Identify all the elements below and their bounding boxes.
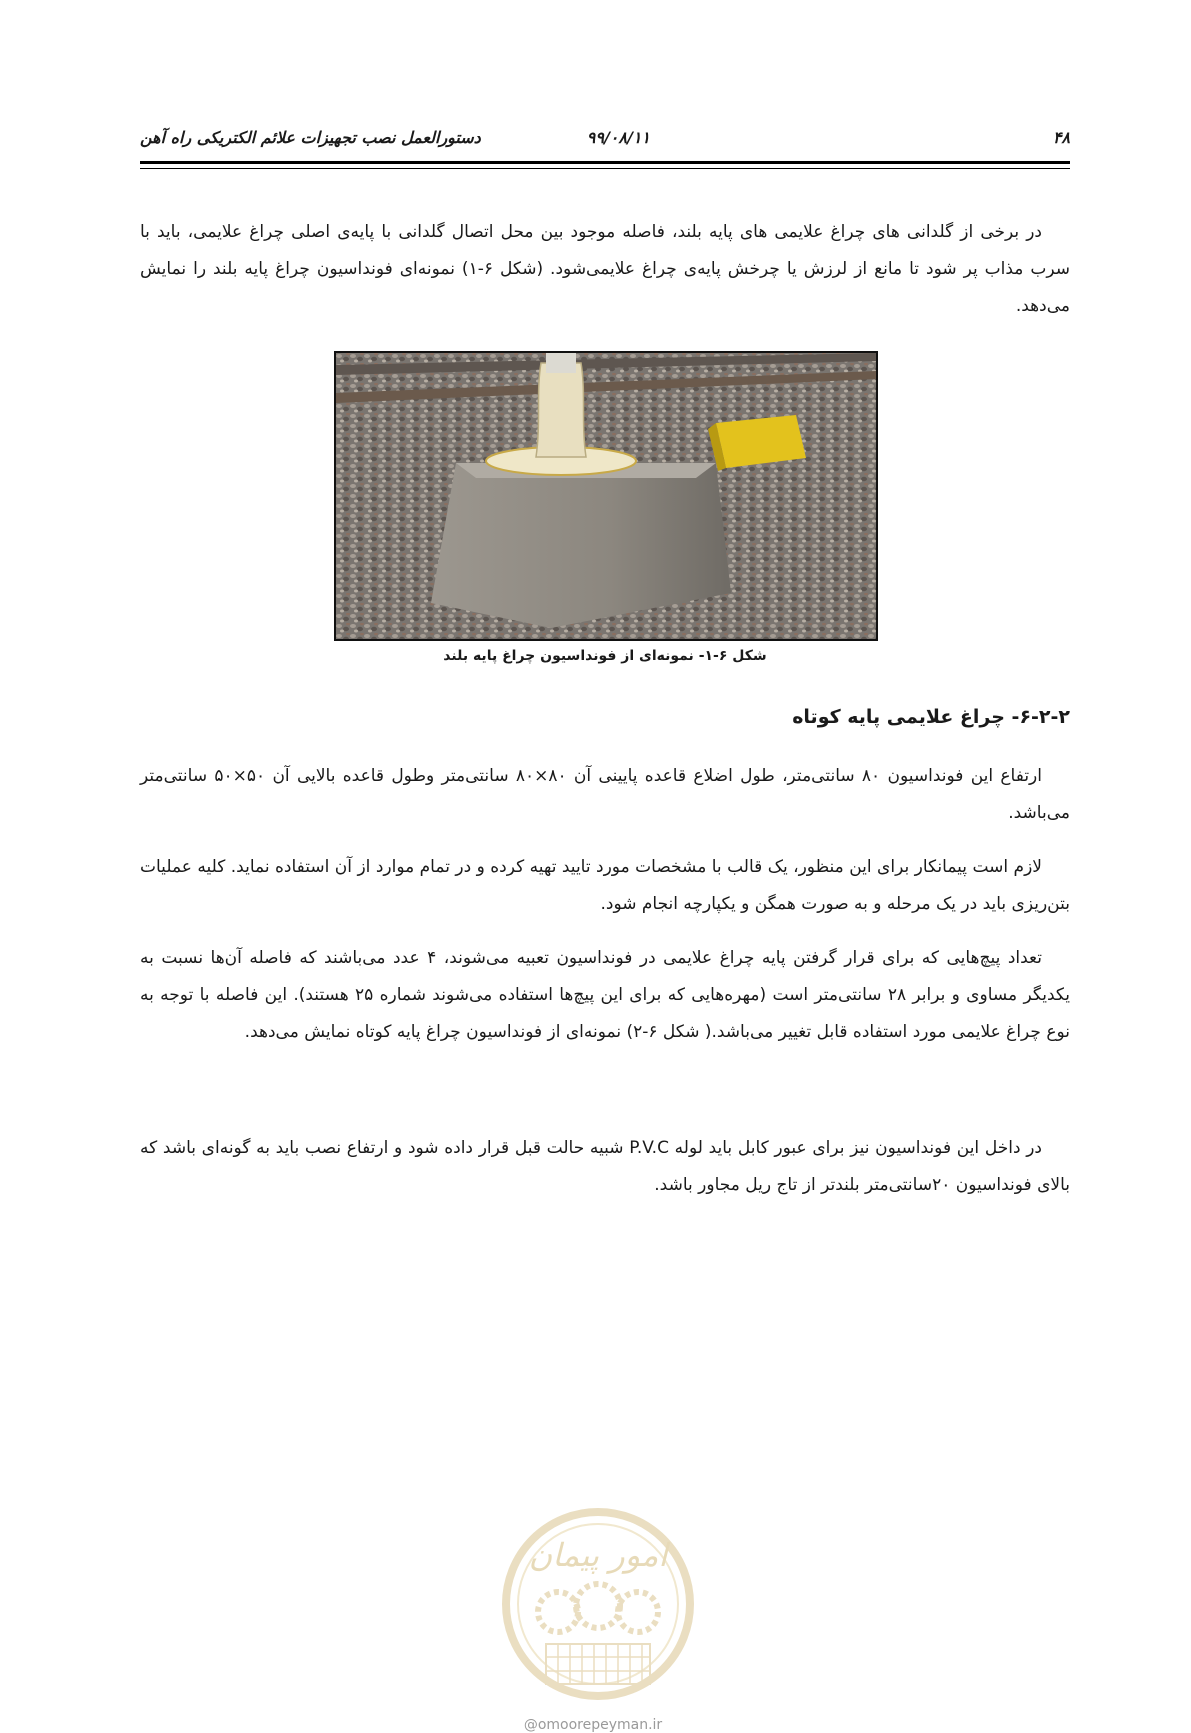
pole-base-cone — [536, 363, 586, 457]
paragraph-dimensions: ارتفاع این فونداسیون ۸۰ سانتی‌متر، طول اضلاع قاعده پایینی آن ۸۰×۸۰ سانتی‌متر وطول قاعده بالایی آن ۵۰×۵۰ سانتی‌متر می‌باشد. — [140, 766, 1070, 823]
signal-pole — [546, 353, 576, 373]
watermark-logo-text: امور پیمان — [528, 1536, 668, 1574]
paragraph-cable-pipe: در داخل این فونداسیون نیز برای عبور کابل باید لوله P.V.C شبیه حالت قبل قرار داده شود و ارتفاع نصب باید به گونه‌ای باشد که بالای فونداسیون ۲۰سانتی‌متر بلندتر از تاج ریل مجاور باشد. — [140, 1138, 1070, 1195]
foundation-photo-illustration — [336, 353, 876, 639]
paragraph-bolts: تعداد پیچ‌هایی که برای قرار گرفتن پایه چراغ علایمی در فونداسیون تعبیه می‌شوند، ۴ عدد می‌باشند که فاصله آن‌ها نسبت به یکدیگر مساوی و برابر ۲۸ سانتی‌متر است (مهره‌هایی که برای این پیچ‌ها استفاده می‌شوند شماره ۲۵ هستند). این فاصله با توجه به نوع چراغ علایمی مورد استفاده قابل تغییر می‌باشد.( شکل ۶-۲) نمونه‌ای از فونداسیون چراغ پایه کوتاه نمایش می‌دهد. — [140, 948, 1071, 1042]
header-rule-thin — [140, 168, 1070, 169]
watermark-site: @omoorepeyman.ir — [523, 1717, 663, 1733]
page-number: ۴۸ — [1052, 128, 1070, 147]
document-date: ۹۹/۰۸/۱۱ — [586, 128, 650, 147]
figure-foundation-photo — [334, 351, 878, 641]
watermark-logo — [498, 1494, 698, 1724]
paragraph-intro: در برخی از گلدانی های چراغ علایمی های پایه بلند، فاصله موجود بین محل اتصال گلدانی با پایه‌ی اصلی چراغ علایمی، باید با سرب مذاب پر شود تا مانع از لرزش یا چرخش پایه‌ی چراغ علایمی‌شود. (شکل ۶-۱) نمونه‌ای فونداسیون چراغ پایه بلند را نمایش می‌دهد. — [140, 222, 1071, 316]
document-title: دستورالعمل نصب تجهیزات علائم الکتریکی راه آهن — [140, 128, 481, 147]
section-heading: ۶-۲-۲- چراغ علایمی پایه کوتاه — [792, 706, 1070, 728]
figure-caption: شکل ۶-۱- نمونه‌ای از فونداسیون چراغ پایه بلند — [443, 648, 767, 664]
paragraph-formwork: لازم است پیمانکار برای این منظور، یک قالب با مشخصات مورد تایید تهیه کرده و در تمام موارد از آن استفاده نماید. کلیه عملیات بتن‌ریزی باید در یک مرحله و به صورت همگن و یکپارچه انجام شود. — [140, 857, 1070, 914]
page-header — [140, 128, 1070, 152]
gear-logo-icon — [498, 1494, 698, 1724]
header-rule-thick — [140, 161, 1070, 164]
